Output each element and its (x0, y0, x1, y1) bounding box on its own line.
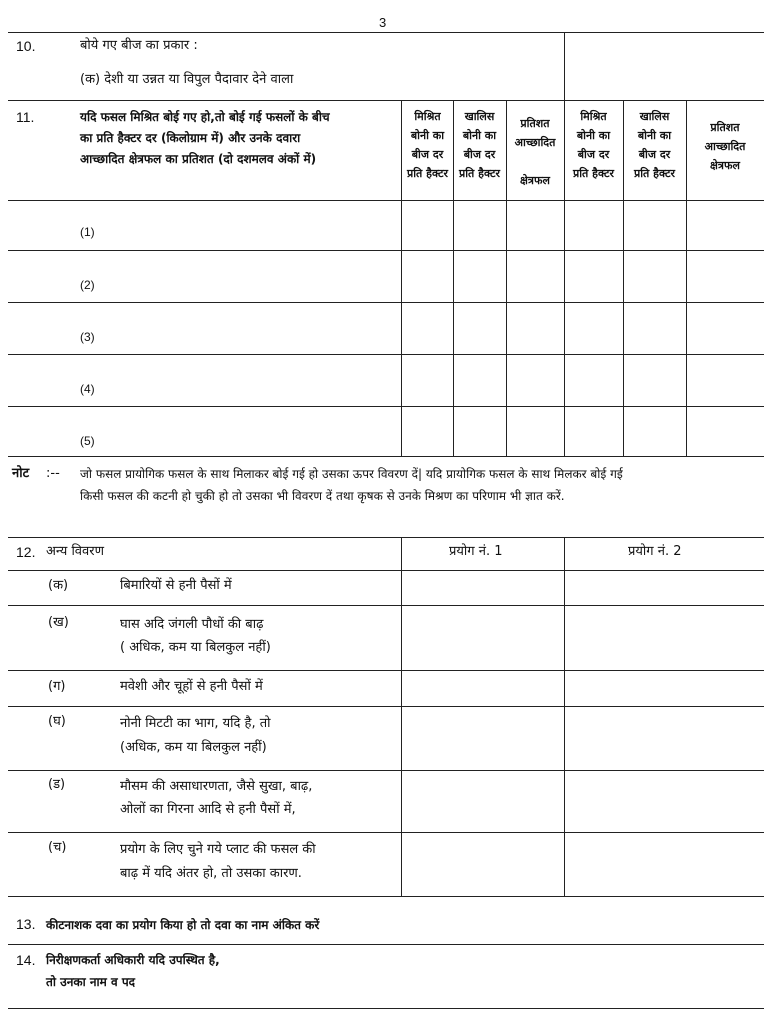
note-line: किसी फसल की कटनी हो चुकी हो तो उसका भी विवरण दें तथा कृषक से उनके मिश्रण का परिणाम भी ज्ञात करें. (80, 489, 565, 503)
q11-number: 11. (16, 109, 35, 125)
rule (8, 32, 764, 33)
rule (8, 1008, 764, 1009)
q10-number: 10. (16, 38, 36, 54)
col-header: खालिस बोनी का बीज दर प्रति हैक्टर (633, 110, 676, 180)
col-header: प्रतिशत आच्छादित क्षेत्रफल (514, 117, 556, 187)
q14-text: निरीक्षणकर्ता अधिकारी यदि उपस्थित है, (46, 953, 220, 967)
row-label: (4) (80, 382, 95, 396)
q11-text: का प्रति हैक्टर दर (किलोग्राम में) और उनके दवारा (80, 131, 301, 145)
item-label: (ख) (48, 615, 69, 630)
item-label: (ग) (48, 679, 66, 694)
q12-number: 12. (16, 544, 36, 560)
rule (8, 944, 764, 945)
rule (8, 832, 764, 833)
rule (8, 406, 764, 407)
item-text: (अधिक, कम या बिलकुल नहीं) (120, 740, 267, 755)
item-text: बाढ़ में यदि अंतर हो, तो उसका कारण. (120, 866, 302, 881)
item-text: ( अधिक, कम या बिलकुल नहीं) (120, 640, 271, 655)
rule (8, 537, 764, 538)
item-label: (घ) (48, 714, 66, 729)
item-text: नोनी मिटटी का भाग, यदि है, तो (120, 716, 271, 731)
item-label: (क) (48, 578, 69, 593)
rule (8, 896, 764, 897)
rule (8, 570, 764, 571)
rule (8, 302, 764, 303)
rule (401, 537, 402, 896)
col-header: प्रतिशत आच्छादित क्षेत्रफल (704, 121, 746, 172)
item-label: (ड) (48, 777, 66, 792)
q12-col1-header: प्रयोग नं. 1 (449, 544, 503, 559)
q14-number: 14. (16, 952, 36, 968)
rule (8, 605, 764, 606)
row-label: (5) (80, 434, 95, 448)
item-text: मौसम की असाधारणता, जैसे सुखा, बाढ़, (120, 779, 313, 794)
rule (564, 537, 565, 896)
col-header: मिश्रित बोनी का बीज दर प्रति हैक्टर (572, 110, 615, 180)
q12-title: अन्य विवरण (46, 544, 104, 559)
row-label: (2) (80, 278, 95, 292)
rule (8, 250, 764, 251)
item-label: (च) (48, 840, 67, 855)
rule (8, 706, 764, 707)
row-label: (1) (80, 225, 95, 239)
item-text: प्रयोग के लिए चुने गये प्लाट की फसल की (120, 842, 316, 857)
item-text: ओलों का गिरना आदि से हनी पैसों में, (120, 802, 296, 817)
q12-col2-header: प्रयोग नं. 2 (628, 544, 682, 559)
rule (8, 456, 764, 457)
item-text: मवेशी और चूहों से हनी पैसों में (120, 679, 263, 694)
col-header: खालिस बोनी का बीज दर प्रति हैक्टर (458, 110, 501, 180)
q11-text: आच्छादित क्षेत्रफल का प्रतिशत (दो दशमलव अंकों में) (80, 152, 317, 166)
rule (564, 32, 565, 100)
rule (8, 354, 764, 355)
rule (8, 200, 764, 201)
q10-title: बोये गए बीज का प्रकार : (80, 38, 198, 53)
q13-text: कीटनाशक दवा का प्रयोग किया हो तो दवा का नाम अंकित करें (46, 918, 320, 932)
rule (8, 100, 764, 101)
item-text: घास अदि जंगली पौधों की बाढ़ (120, 617, 264, 632)
note-label: नोट (12, 466, 30, 481)
q13-number: 13. (16, 916, 36, 932)
rule (8, 770, 764, 771)
q14-text: तो उनका नाम व पद (46, 975, 136, 989)
note-sep: :-- (46, 466, 60, 481)
q10-sub: (क) देशी या उन्नत या विपुल पैदावार देने वाला (80, 72, 294, 87)
col-header: मिश्रित बोनी का बीज दर प्रति हैक्टर (406, 110, 449, 180)
row-label: (3) (80, 330, 95, 344)
rule (8, 670, 764, 671)
q11-text: यदि फसल मिश्रित बोई गए हो,तो बोई गई फसलों के बीच (80, 110, 330, 124)
note-line: जो फसल प्रायोगिक फसल के साथ मिलाकर बोई गई हो उसका ऊपर विवरण दें| यदि प्रायोगिक फसल के साथ मिलकर बोई गई (80, 467, 623, 481)
page-number: 3 (379, 15, 387, 30)
item-text: बिमारियों से हनी पैसों में (120, 578, 232, 593)
